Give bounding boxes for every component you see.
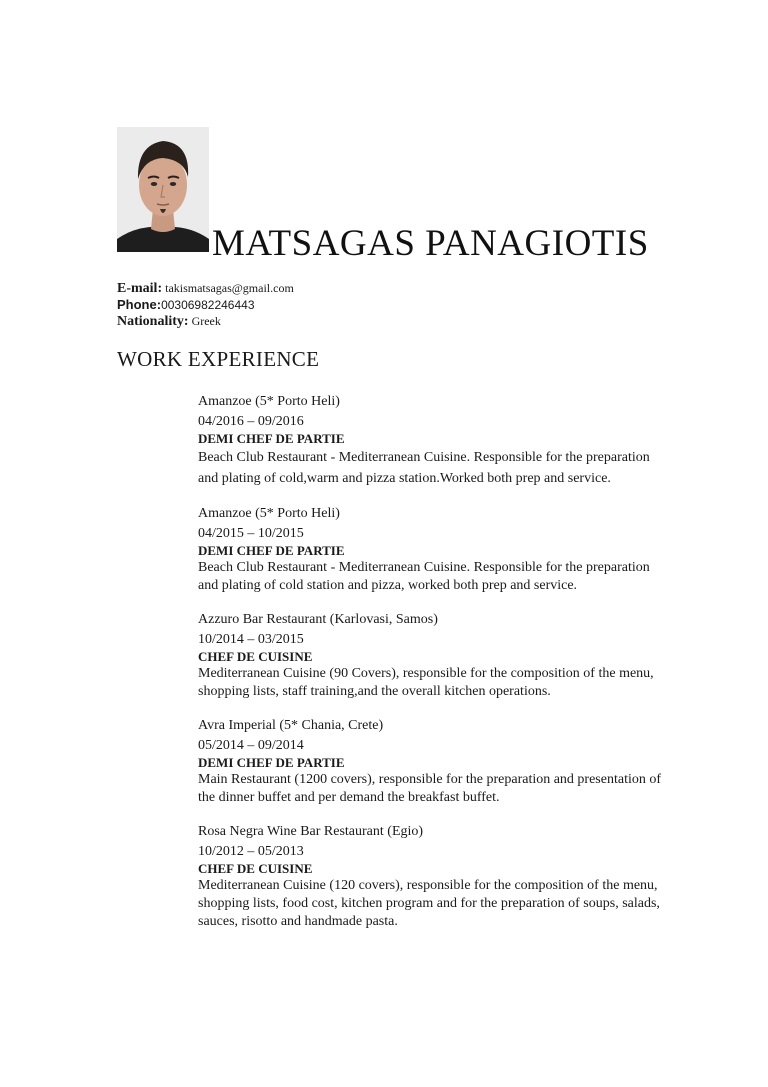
job-entry <box>198 393 668 489</box>
job-company: Rosa Negra Wine Bar Restaurant (Egio) <box>198 824 424 839</box>
job-entry <box>198 505 668 595</box>
job-dates: 10/2012 – 05/2013 <box>198 844 304 859</box>
job-role: DEMI CHEF DE PARTIE <box>198 431 345 446</box>
job-role: CHEF DE CUISINE <box>198 649 313 664</box>
contact-info <box>117 280 294 330</box>
job-dates: 04/2016 – 09/2016 <box>198 414 304 429</box>
phone-line <box>117 297 294 313</box>
job-company: Amanzoe (5* Porto Heli) <box>198 394 340 409</box>
work-experience-heading: WORK EXPERIENCE <box>117 347 320 371</box>
nationality-line <box>117 313 294 330</box>
job-description: Mediterranean Cuisine (120 covers), responsible for the composition of the menu, shopping lists, food cost, kitchen program and for the preparation of soups, salads, sauces, risotto and handmade pasta. <box>198 878 660 929</box>
job-role: DEMI CHEF DE PARTIE <box>198 543 345 558</box>
phone-label: Phone: <box>117 297 162 312</box>
job-description: Main Restaurant (1200 covers), responsible for the preparation and presentation of the dinner buffet and per demand the breakfast buffet. <box>198 772 662 805</box>
nationality-value: Greek <box>191 314 221 328</box>
job-role: CHEF DE CUISINE <box>198 861 313 876</box>
email-value: takismatsagas@gmail.com <box>165 281 294 295</box>
candidate-name: MATSAGAS PANAGIOTIS <box>212 223 649 264</box>
job-description: Beach Club Restaurant - Mediterranean Cuisine. Responsible for the preparation and plating of cold,warm and pizza station.Worked both prep and service. <box>198 450 650 486</box>
nationality-label: Nationality: <box>117 314 189 329</box>
job-entry <box>198 611 668 701</box>
job-entry <box>198 823 668 931</box>
portrait-image <box>117 127 209 252</box>
profile-photo <box>117 127 209 252</box>
job-dates: 04/2015 – 10/2015 <box>198 526 304 541</box>
job-company: Avra Imperial (5* Chania, Crete) <box>198 718 384 733</box>
job-role: DEMI CHEF DE PARTIE <box>198 755 345 770</box>
job-description: Mediterranean Cuisine (90 Covers), responsible for the composition of the menu, shopping lists, staff training,and the overall kitchen operations. <box>198 666 654 699</box>
email-line <box>117 280 294 297</box>
job-dates: 05/2014 – 09/2014 <box>198 738 304 753</box>
job-description: Beach Club Restaurant - Mediterranean Cuisine. Responsible for the preparation and plating of cold station and pizza, worked both prep and service. <box>198 560 650 593</box>
job-dates: 10/2014 – 03/2015 <box>198 632 304 647</box>
job-company: Amanzoe (5* Porto Heli) <box>198 506 340 521</box>
work-experience-list <box>198 393 668 947</box>
phone-value: 00306982246443 <box>161 298 255 312</box>
job-company: Azzuro Bar Restaurant (Karlovasi, Samos) <box>198 612 438 627</box>
email-label: E-mail: <box>117 281 163 296</box>
job-entry <box>198 717 668 807</box>
